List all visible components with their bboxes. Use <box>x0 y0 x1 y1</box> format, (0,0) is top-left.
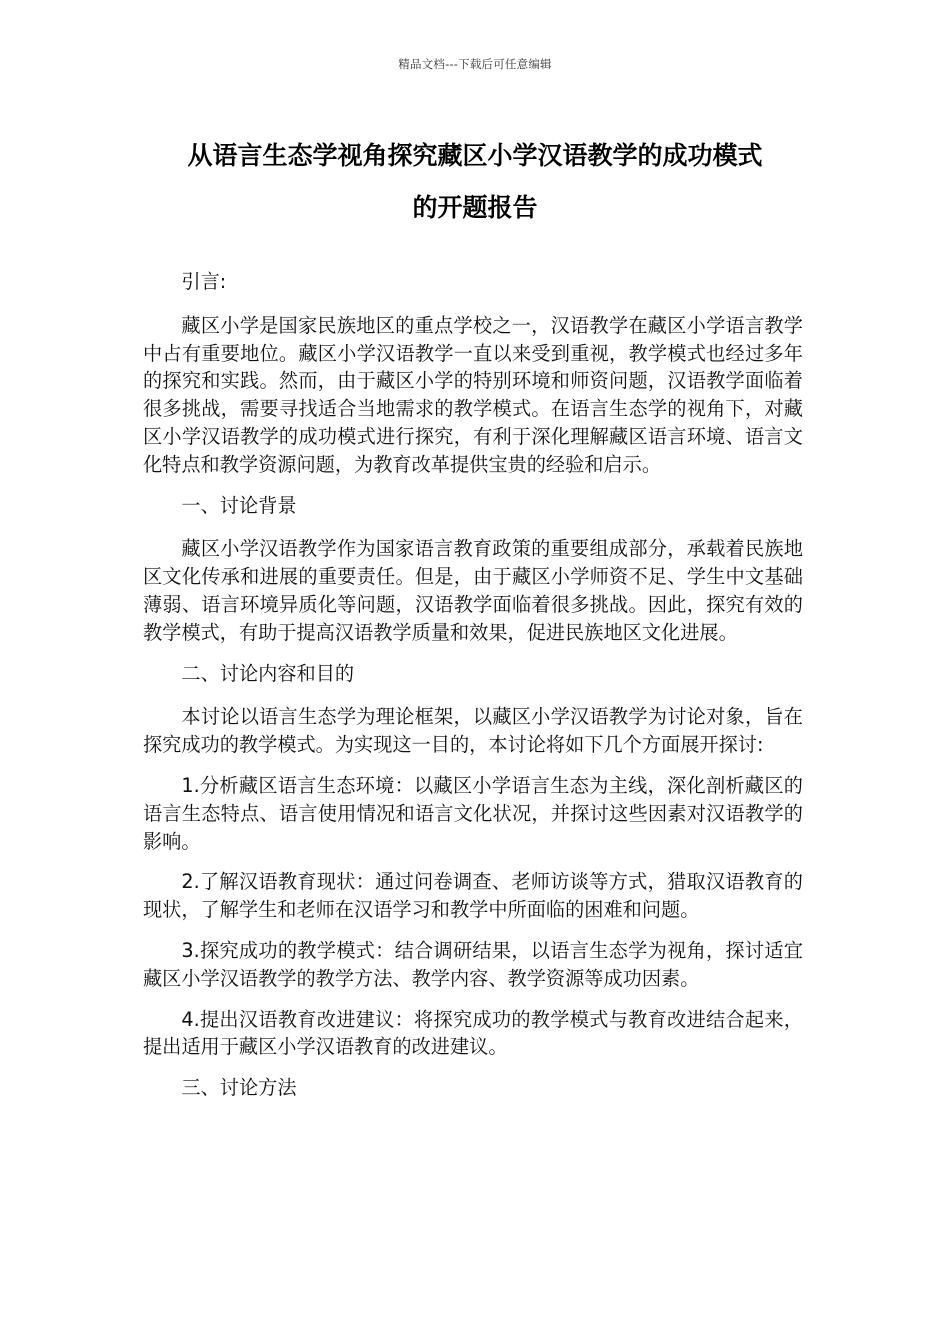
document-title <box>120 130 830 234</box>
intro-heading: 引言: <box>181 270 227 293</box>
intro-paragraph: 藏区小学是国家民族地区的重点学校之一，汉语教学在藏区小学语言教学中占有重要地位。藏区小学汉语教学一直以来受到重视，教学模式也经过多年的探究和实践。然而，由于藏区小学的特别环境和师资问题，汉语教学面临着很多挑战，需要寻找适合当地需求的教学模式。在语言生态学的视角下，对藏区小学汉语教学的成功模式进行探究，有利于深化理解藏区语言环境、语言文化特点和教学资源问题，为教育改革提供宝贵的经验和启示。 <box>143 313 803 476</box>
title-line-1: 从语言生态学视角探究藏区小学汉语教学的成功模式 <box>187 141 763 170</box>
title-line-2: 的开题报告 <box>412 193 538 222</box>
content-purpose-paragraph: 本讨论以语言生态学为理论框架，以藏区小学汉语教学为讨论对象，旨在探究成功的教学模式。为实现这一目的，本讨论将如下几个方面展开探讨: <box>143 705 803 757</box>
header-note: 精品文档---下载后可任意编辑 <box>398 57 552 71</box>
section-heading-background: 一、讨论背景 <box>181 493 297 517</box>
background-paragraph: 藏区小学汉语教学作为国家语言教育政策的重要组成部分，承载着民族地区文化传承和进展的重要责任。但是，由于藏区小学师资不足、学生中文基础薄弱、语言环境异质化等问题，汉语教学面临着很多挑战。因此，探究有效的教学模式，有助于提高汉语教学质量和效果，促进民族地区文化进展。 <box>143 537 803 644</box>
list-item-1: 1.分析藏区语言生态环境：以藏区小学语言生态为主线，深化剖析藏区的语言生态特点、语言使用情况和语言文化状况，并探讨这些因素对汉语教学的影响。 <box>143 773 803 853</box>
list-item-4: 4.提出汉语教育改进建议：将探究成功的教学模式与教育改进结合起来，提出适用于藏区小学汉语教育的改进建议。 <box>143 1007 803 1059</box>
section-heading-content-purpose: 二、讨论内容和目的 <box>181 661 355 685</box>
list-item-2: 2.了解汉语教育现状：通过问卷调查、老师访谈等方式，猎取汉语教育的现状，了解学生和老师在汉语学习和教学中所面临的困难和问题。 <box>143 870 803 922</box>
list-item-3: 3.探究成功的教学模式：结合调研结果，以语言生态学为视角，探讨适宜藏区小学汉语教学的教学方法、教学内容、教学资源等成功因素。 <box>143 938 803 990</box>
document-body <box>143 268 803 1118</box>
section-heading-method: 三、讨论方法 <box>181 1076 297 1100</box>
